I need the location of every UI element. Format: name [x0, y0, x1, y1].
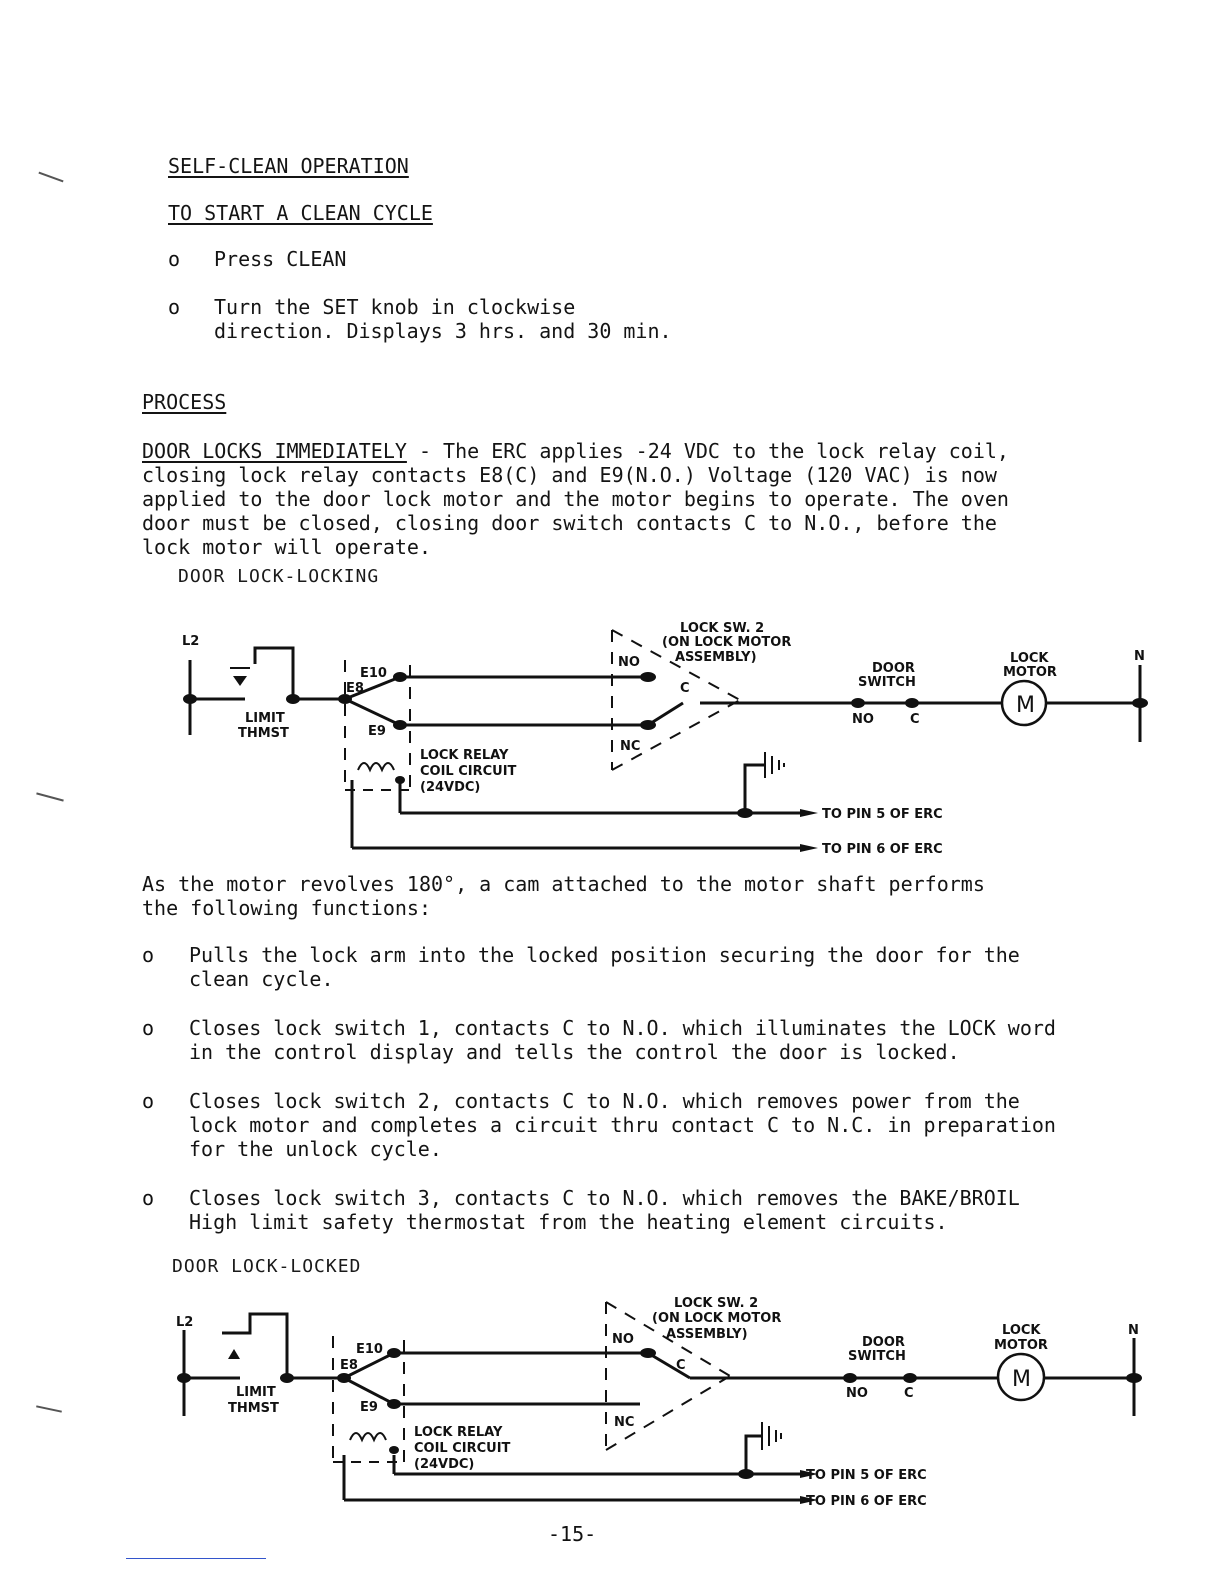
motor-symbol: M: [1012, 1367, 1031, 1392]
label-e8: E8: [346, 681, 364, 696]
label-door-c: C: [904, 1386, 914, 1401]
label-c: C: [680, 681, 690, 696]
label-thmst: THMST: [228, 1401, 279, 1416]
label-l2: L2: [182, 634, 200, 649]
label-motor: MOTOR: [1003, 665, 1057, 680]
motor-paragraph: As the motor revolves 180°, a cam attached to the motor shaft performs the following functions:: [142, 872, 985, 920]
step-bullet: o: [168, 247, 181, 271]
label-pin5: TO PIN 5 OF ERC: [806, 1468, 927, 1483]
label-coil-circuit: COIL CIRCUIT: [414, 1441, 511, 1456]
label-lock-sw: LOCK SW. 2: [680, 621, 765, 636]
process-heading: PROCESS: [142, 390, 227, 414]
label-e10: E10: [360, 666, 387, 681]
step-text: Turn the SET knob in clockwise direction. Displays 3 hrs. and 30 min.: [214, 295, 672, 343]
label-coil-circuit: COIL CIRCUIT: [420, 764, 517, 779]
label-e9: E9: [360, 1400, 378, 1415]
label-l2: L2: [176, 1315, 194, 1330]
label-assembly: ASSEMBLY): [675, 650, 757, 665]
door-locks-lead: DOOR LOCKS IMMEDIATELY: [142, 439, 407, 463]
label-no: NO: [612, 1332, 634, 1347]
wiring-diagram-locked: [0, 1290, 1224, 1520]
label-door-no: NO: [846, 1386, 868, 1401]
function-bullet: o: [142, 1016, 155, 1040]
label-limit: LIMIT: [236, 1385, 276, 1400]
label-thmst: THMST: [238, 726, 289, 741]
scan-mark: [38, 172, 63, 183]
label-lock-relay: LOCK RELAY: [420, 748, 509, 763]
diagram-caption: DOOR LOCK-LOCKING: [178, 566, 380, 587]
label-door-c: C: [910, 712, 920, 727]
label-switch: SWITCH: [848, 1349, 906, 1364]
door-locks-paragraph: [142, 439, 1142, 559]
label-lock-relay: LOCK RELAY: [414, 1425, 503, 1440]
label-door-no: NO: [852, 712, 874, 727]
motor-symbol: M: [1016, 693, 1035, 718]
function-bullet: o: [142, 943, 155, 967]
section-heading: SELF-CLEAN OPERATION: [168, 154, 409, 178]
scan-underline: [126, 1558, 266, 1559]
label-c: C: [676, 1358, 686, 1373]
label-n: N: [1128, 1323, 1139, 1338]
door-locks-text: - The ERC applies -24 VDC to the lock relay coil, closing lock relay contacts E8(C) and E9(N.O.) Voltage (120 VAC) is now applied to the door lock motor and the motor begins to operate. The oven door must be closed, closing door switch contacts C to N.O., before the lock motor will operate.: [142, 439, 1009, 559]
function-text: Closes lock switch 3, contacts C to N.O. which removes the BAKE/BROIL High limit safety thermostat from the heating element circuits.: [189, 1186, 1020, 1234]
wiring-diagram-locking: [0, 600, 1224, 860]
label-lock: LOCK: [1010, 651, 1049, 666]
label-nc: NC: [620, 739, 641, 754]
label-24vdc: (24VDC): [420, 780, 481, 795]
function-text: Closes lock switch 1, contacts C to N.O. which illuminates the LOCK word in the control display and tells the control the door is locked.: [189, 1016, 1056, 1064]
label-motor: MOTOR: [994, 1338, 1048, 1353]
label-n: N: [1134, 649, 1145, 664]
diagram-caption: DOOR LOCK-LOCKED: [172, 1256, 362, 1277]
label-door: DOOR: [872, 661, 915, 676]
step-bullet: o: [168, 295, 181, 319]
label-e10: E10: [356, 1342, 383, 1357]
label-assembly: ASSEMBLY): [666, 1327, 748, 1342]
label-lock-sw: LOCK SW. 2: [674, 1296, 759, 1311]
label-no: NO: [618, 655, 640, 670]
label-pin6: TO PIN 6 OF ERC: [806, 1494, 927, 1509]
function-bullet: o: [142, 1186, 155, 1210]
sub-heading: TO START A CLEAN CYCLE: [168, 201, 433, 225]
step-text: Press CLEAN: [214, 247, 347, 271]
label-on-lock-motor: (ON LOCK MOTOR: [662, 635, 792, 650]
label-e8: E8: [340, 1358, 358, 1373]
label-lock: LOCK: [1002, 1323, 1041, 1338]
label-e9: E9: [368, 724, 386, 739]
label-on-lock-motor: (ON LOCK MOTOR: [652, 1311, 782, 1326]
label-nc: NC: [614, 1415, 635, 1430]
label-pin6: TO PIN 6 OF ERC: [822, 842, 943, 857]
function-bullet: o: [142, 1089, 155, 1113]
function-text: Closes lock switch 2, contacts C to N.O. which removes power from the lock motor and completes a circuit thru contact C to N.C. in preparation for the unlock cycle.: [189, 1089, 1056, 1161]
label-switch: SWITCH: [858, 675, 916, 690]
label-24vdc: (24VDC): [414, 1457, 475, 1472]
label-door: DOOR: [862, 1335, 905, 1350]
label-pin5: TO PIN 5 OF ERC: [822, 807, 943, 822]
label-limit: LIMIT: [245, 711, 285, 726]
function-text: Pulls the lock arm into the locked position securing the door for the clean cycle.: [189, 943, 1020, 991]
page-number: -15-: [548, 1522, 597, 1546]
